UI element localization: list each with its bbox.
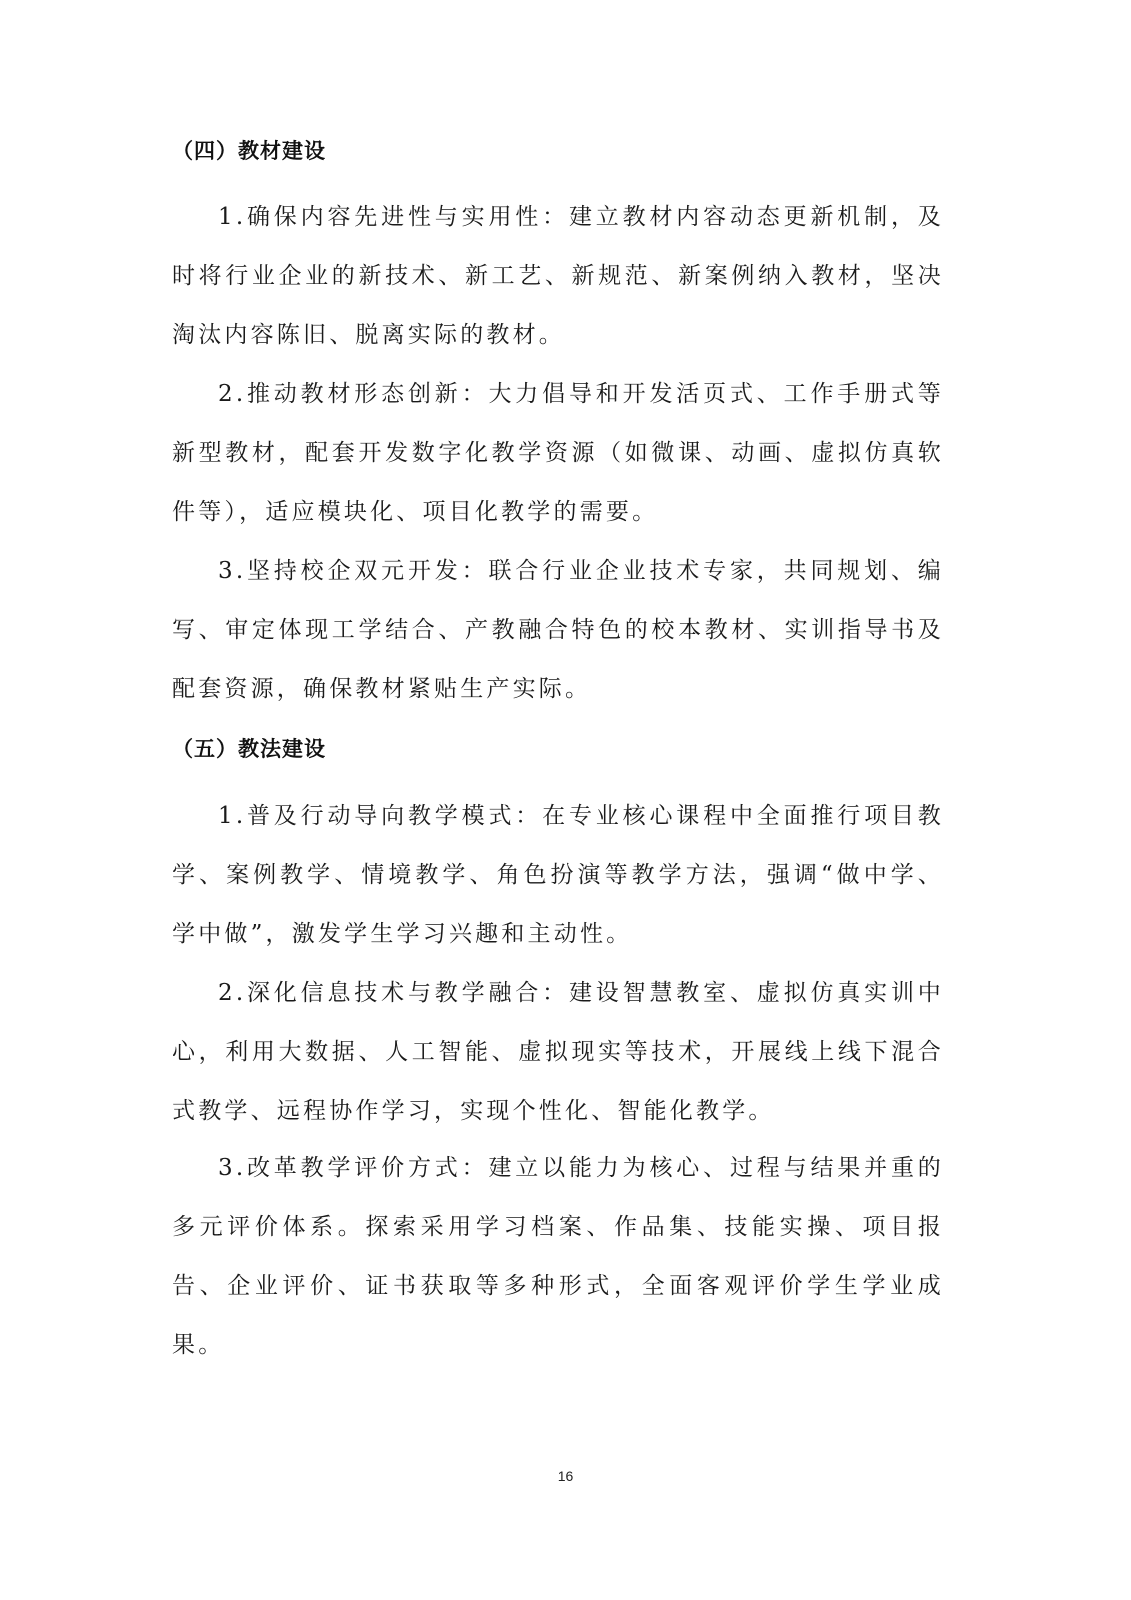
paragraph-textbook-3: 3.坚持校企双元开发：联合行业企业技术专家，共同规划、编写、审定体现工学结合、产教融合特色的校本教材、实训指导书及配套资源，确保教材紧贴生产实际。 — [172, 558, 944, 702]
paragraph-methods-1: 1.普及行动导向教学模式：在专业核心课程中全面推行项目教学、案例教学、情境教学、角色扮演等教学方法，强调“做中学、学中做”，激发学生学习兴趣和主动性。 — [172, 803, 944, 947]
section-heading-textbook: （四）教材建设 — [172, 139, 326, 163]
paragraph-textbook-1: 1.确保内容先进性与实用性：建立教材内容动态更新机制，及时将行业企业的新技术、新工艺、新规范、新案例纳入教材，坚决淘汰内容陈旧、脱离实际的教材。 — [172, 204, 944, 348]
section-heading-teaching-methods: （五）教法建设 — [172, 737, 326, 761]
paragraph-methods-2: 2.深化信息技术与教学融合：建设智慧教室、虚拟仿真实训中心，利用大数据、人工智能、虚拟现实等技术，开展线上线下混合式教学、远程协作学习，实现个性化、智能化教学。 — [172, 980, 944, 1124]
page-number: 16 — [557, 1468, 574, 1484]
paragraph-textbook-2: 2.推动教材形态创新：大力倡导和开发活页式、工作手册式等新型教材，配套开发数字化教学资源（如微课、动画、虚拟仿真软件等），适应模块化、项目化教学的需要。 — [172, 381, 944, 525]
paragraph-methods-3: 3.改革教学评价方式：建立以能力为核心、过程与结果并重的多元评价体系。探索采用学习档案、作品集、技能实操、项目报告、企业评价、证书获取等多种形式，全面客观评价学生学业成果。 — [172, 1155, 944, 1358]
